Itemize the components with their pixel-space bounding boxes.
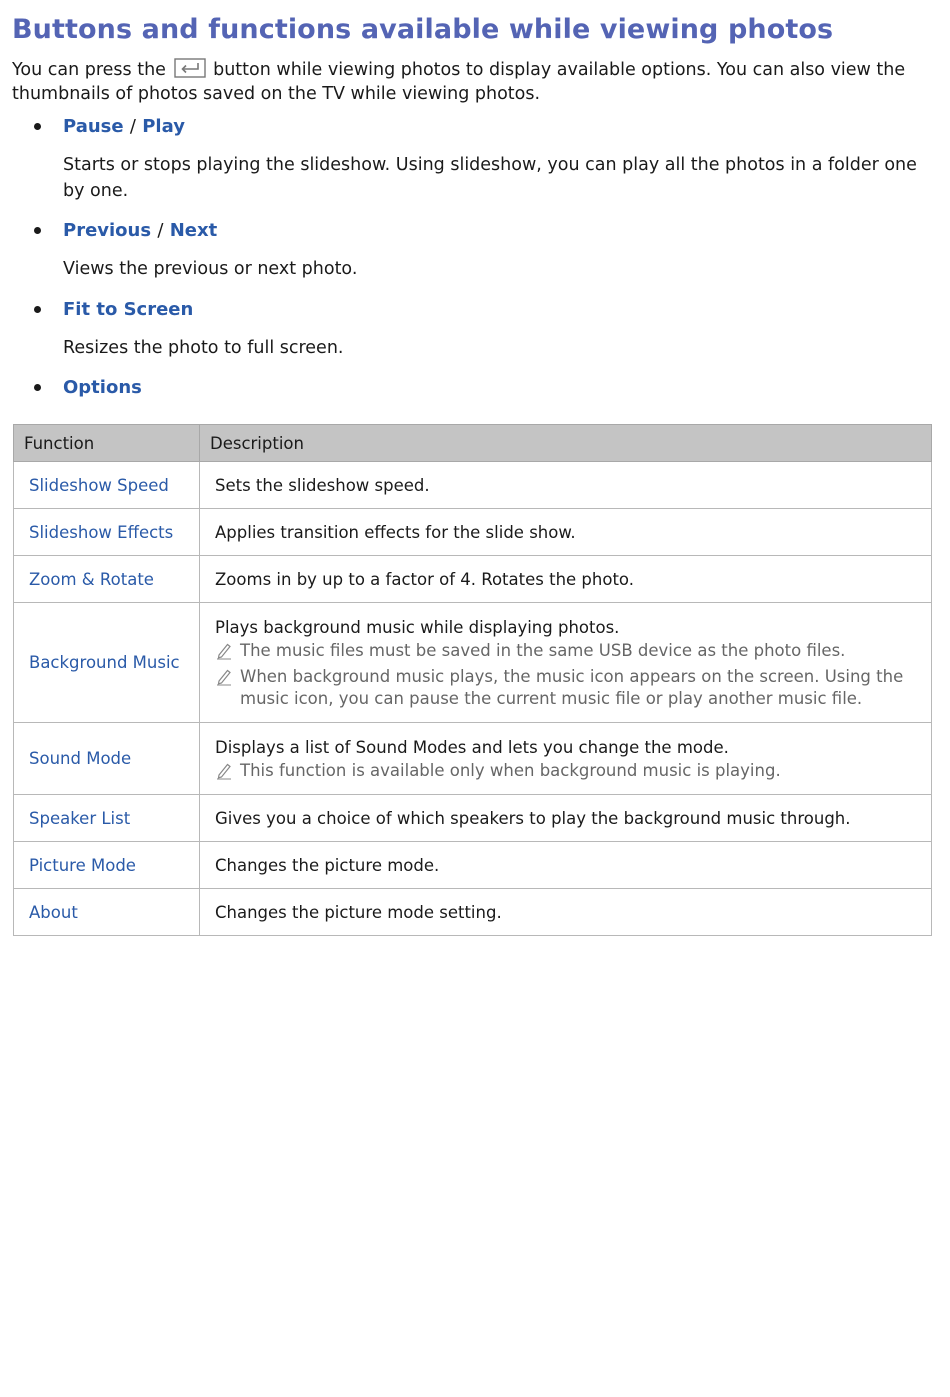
bullet-description: Resizes the photo to full screen. (63, 338, 344, 358)
function-cell: Slideshow Speed (14, 462, 200, 509)
description-cell (200, 603, 932, 723)
table-row (14, 889, 932, 936)
function-cell: Background Music (14, 603, 200, 723)
intro-text-start: You can press the (12, 60, 166, 80)
description-cell (200, 723, 932, 795)
description-cell: Changes the picture mode. (200, 842, 932, 889)
function-cell: Speaker List (14, 795, 200, 842)
table-row (14, 509, 932, 556)
table-row (14, 462, 932, 509)
play-label: Play (142, 116, 185, 137)
options-label: Options (63, 377, 142, 398)
note (215, 760, 916, 782)
separator: / (157, 220, 164, 241)
table-row (14, 603, 932, 723)
description-cell: Applies transition effects for the slide show. (200, 509, 932, 556)
description-text: Plays background music while displaying photos. (215, 617, 620, 637)
description-cell: Gives you a choice of which speakers to play the background music through. (200, 795, 932, 842)
table-header-row (14, 425, 932, 462)
pencil-note-icon (215, 762, 233, 780)
note (215, 666, 916, 710)
description-cell: Zooms in by up to a factor of 4. Rotates the photo. (200, 556, 932, 603)
pause-label: Pause (63, 116, 124, 137)
bullet-title (63, 218, 217, 244)
bullet-title (63, 114, 185, 140)
column-header-function: Function (14, 425, 200, 462)
bullet-description: Starts or stops playing the slideshow. Using slideshow, you can play all the photos in a folder one by one. (63, 155, 917, 201)
bullet-description: Views the previous or next photo. (63, 259, 358, 279)
note-text: This function is available only when background music is playing. (240, 760, 781, 780)
bullet-dot (34, 123, 41, 130)
intro-text-end: button while viewing photos to display available options. You can also view the thumbnails of photos saved on the TV while viewing photos. (12, 60, 906, 104)
page-title: Buttons and functions available while viewing photos (12, 14, 834, 45)
bullet-dot (34, 306, 41, 313)
note-text: The music files must be saved in the same USB device as the photo files. (240, 640, 846, 660)
fit-to-screen-label: Fit to Screen (63, 299, 194, 320)
description-cell: Changes the picture mode setting. (200, 889, 932, 936)
options-table (13, 424, 932, 936)
intro-paragraph (12, 58, 934, 106)
table-row (14, 723, 932, 795)
table-row (14, 556, 932, 603)
function-cell: Zoom & Rotate (14, 556, 200, 603)
bullet-dot (34, 227, 41, 234)
note-text: When background music plays, the music icon appears on the screen. Using the music icon, you can pause the current music file or play another music file. (240, 666, 904, 708)
pencil-note-icon (215, 668, 233, 686)
description-cell: Sets the slideshow speed. (200, 462, 932, 509)
return-arrow-icon (174, 58, 206, 78)
next-label: Next (169, 220, 218, 241)
bullet-dot (34, 384, 41, 391)
description-text: Displays a list of Sound Modes and lets you change the mode. (215, 737, 729, 757)
pencil-note-icon (215, 642, 233, 660)
previous-label: Previous (63, 220, 152, 241)
column-header-description: Description (200, 425, 932, 462)
separator: / (129, 116, 136, 137)
note (215, 640, 916, 662)
function-cell: About (14, 889, 200, 936)
table-row (14, 795, 932, 842)
function-cell: Sound Mode (14, 723, 200, 795)
function-cell: Slideshow Effects (14, 509, 200, 556)
table-row (14, 842, 932, 889)
function-cell: Picture Mode (14, 842, 200, 889)
